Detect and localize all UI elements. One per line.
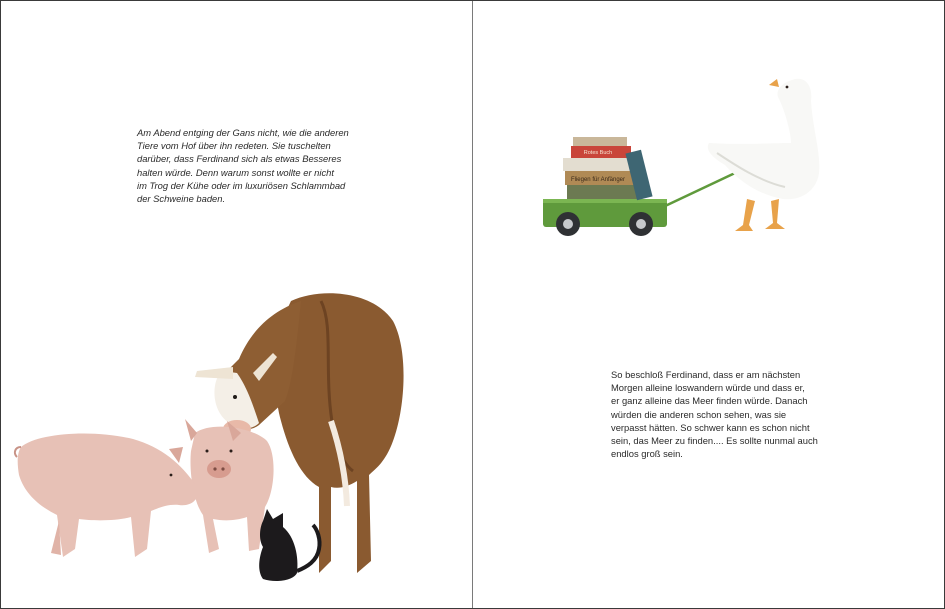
book-title-1: Rotes Buch: [583, 150, 613, 156]
goose-illustration: [708, 79, 820, 231]
text-line: Morgen alleine loswandern würde und dass er,: [611, 382, 805, 394]
book-title-2: Fliegen für Anfänger: [570, 177, 626, 183]
right-page: [473, 1, 944, 608]
farm-animals-illustration: [1, 1, 472, 608]
text-line: Tiere vom Hof über ihn redeten. Sie tuschelten: [137, 140, 331, 152]
text-line: darüber, dass Ferdinand sich als etwas Besseres: [137, 153, 342, 165]
text-line: So beschloß Ferdinand, dass er am nächsten: [611, 369, 801, 380]
text-line: sein, das Meer zu finden.... Es sollte nunmal auch: [611, 435, 818, 447]
pig-illustration-side: [15, 433, 198, 557]
text-line: er ganz alleine das Meer finden würde. Danach: [611, 395, 808, 407]
cat-illustration: [259, 509, 319, 581]
text-line: würden die anderen schon sehen, was sie: [611, 408, 787, 420]
goose-wagon-illustration: [473, 1, 944, 608]
text-line: halten würde. Denn warum sonst wollte er nicht: [137, 166, 334, 178]
text-line: der Schweine baden.: [137, 193, 226, 205]
text-line: Am Abend entging der Gans nicht, wie die anderen: [137, 127, 349, 138]
text-line: endlos groß sein.: [611, 448, 683, 460]
book-stack-illustration: [563, 137, 653, 200]
right-page-paragraph: [611, 368, 818, 460]
text-line: verpasst hätten. So schwer kann es schon nicht: [611, 421, 810, 433]
left-page: [1, 1, 472, 608]
text-line: im Trog der Kühe oder im luxuriösen Schlammbad: [137, 179, 346, 191]
